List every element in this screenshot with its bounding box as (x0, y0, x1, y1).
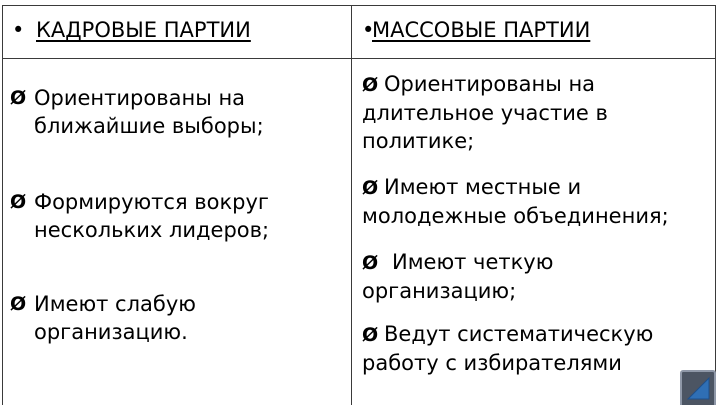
item-line: ближайшие выборы; (34, 114, 264, 138)
left-heading (12, 16, 251, 44)
item-line: Ведут систематическую (384, 322, 654, 346)
column-divider (351, 5, 352, 405)
item-line: Ориентированы на (34, 86, 246, 110)
item-line: длительное участие в (362, 101, 608, 125)
item-line: Имеют местные и (384, 175, 582, 199)
right-heading (362, 16, 590, 44)
list-item (10, 188, 269, 244)
item-line: молодежные объединения; (362, 204, 669, 228)
arrow-bullet-icon: Ø (362, 252, 379, 274)
arrow-bullet-icon: Ø (10, 191, 27, 213)
arrow-bullet-icon: Ø (362, 324, 379, 346)
arrow-bullet-icon: Ø (10, 87, 27, 109)
list-item (10, 84, 264, 140)
list-item (362, 248, 553, 305)
heading-bullet: • (362, 18, 375, 42)
item-line: организацию. (34, 320, 188, 344)
arrow-bullet-icon: Ø (10, 293, 27, 315)
arrow-bullet-icon: Ø (362, 74, 379, 96)
heading-bullet: • (12, 18, 25, 42)
item-line: Ориентированы на (384, 72, 596, 96)
item-line: Формируются вокруг (34, 190, 269, 214)
right-heading-text: МАССОВЫЕ ПАРТИИ (372, 18, 591, 42)
list-item (362, 70, 608, 155)
back-button[interactable] (680, 370, 716, 405)
back-arrow-icon (682, 372, 714, 405)
list-item (362, 173, 669, 230)
item-line: политике; (362, 129, 475, 153)
left-heading-text: КАДРОВЫЕ ПАРТИИ (36, 18, 251, 42)
list-item (362, 320, 653, 377)
arrow-bullet-icon: Ø (362, 177, 379, 199)
item-line: нескольких лидеров; (34, 218, 270, 242)
item-line: Имеют слабую (34, 292, 196, 316)
item-line: работу с избирателями (362, 351, 622, 375)
list-item (10, 290, 196, 346)
item-line: организацию; (362, 279, 517, 303)
item-line: Имеют четкую (392, 250, 554, 274)
header-divider (2, 58, 716, 59)
